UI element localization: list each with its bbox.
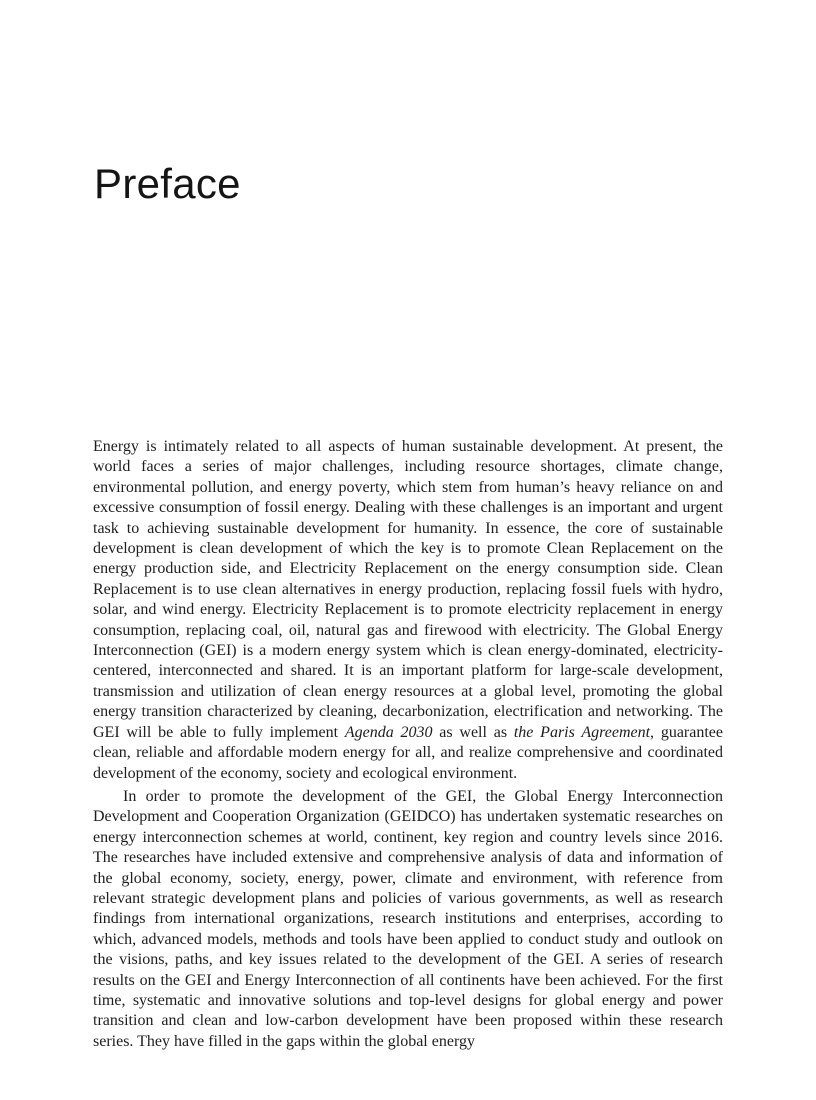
paragraph-1-text-b: as well as <box>432 723 514 741</box>
page-title: Preface <box>94 160 241 207</box>
paragraph-1-text-a: Energy is intimately related to all aspects of human sustainable development. At present, the world faces a series of major challenges, including resource shortages, climate change, environmental pollution, and energy poverty, which stem from human’s heavy reliance on and excessive consumption of fossil energy. Dealing with these challenges is an important and urgent task to achieving sustainable development for humanity. In essence, the core of sustainable development is clean development of which the key is to promote Clean Replacement on the energy production side, and Electricity Replacement on the energy consumption side. Clean Replacement is to use clean alternatives in energy production, replacing fossil fuels with hydro, solar, and wind energy. Electricity Replacement is to promote electricity replacement in energy consumption, replacing coal, oil, natural gas and firewood with electricity. The Global Energy Interconnection (GEI) is a modern energy system which is clean energy-dominated, electricity-centered, interconnected and shared. It is an important platform for large-scale development, transmission and utilization of clean energy resources at a global level, promoting the global energy transition characterized by cleaning, decarbonization, electrification and networking. The GEI will be able to fully implement <box>93 438 723 741</box>
paragraph-1-text-c: , guarantee clean, reliable and affordable modern energy for all, and realize comprehensive and coordinated development of the economy, society and ecological environment. <box>93 723 724 782</box>
paragraph-1 <box>93 437 723 784</box>
agenda-2030-italic: Agenda 2030 <box>344 723 433 741</box>
paris-agreement-italic: the Paris Agreement <box>513 723 651 741</box>
paragraph-2: In order to promote the development of the GEI, the Global Energy Interconnection Development and Cooperation Organization (GEIDCO) has undertaken systematic researches on energy interconnection schemes at world, continent, key region and country levels since 2016. The researches have included extensive and comprehensive analysis of data and information of the global economy, society, energy, power, climate and environment, with reference from relevant strategic development plans and policies of various governments, as well as research findings from international organizations, research institutions and enterprises, according to which, advanced models, methods and tools have been applied to conduct study and outlook on the visions, paths, and key issues related to the development of the GEI. A series of research results on the GEI and Energy Interconnection of all continents have been achieved. For the first time, systematic and innovative solutions and top-level designs for global energy and power transition and clean and low-carbon development have been proposed within these research series. They have filled in the gaps within the global energy <box>93 787 723 1050</box>
preface-body <box>93 437 723 1052</box>
